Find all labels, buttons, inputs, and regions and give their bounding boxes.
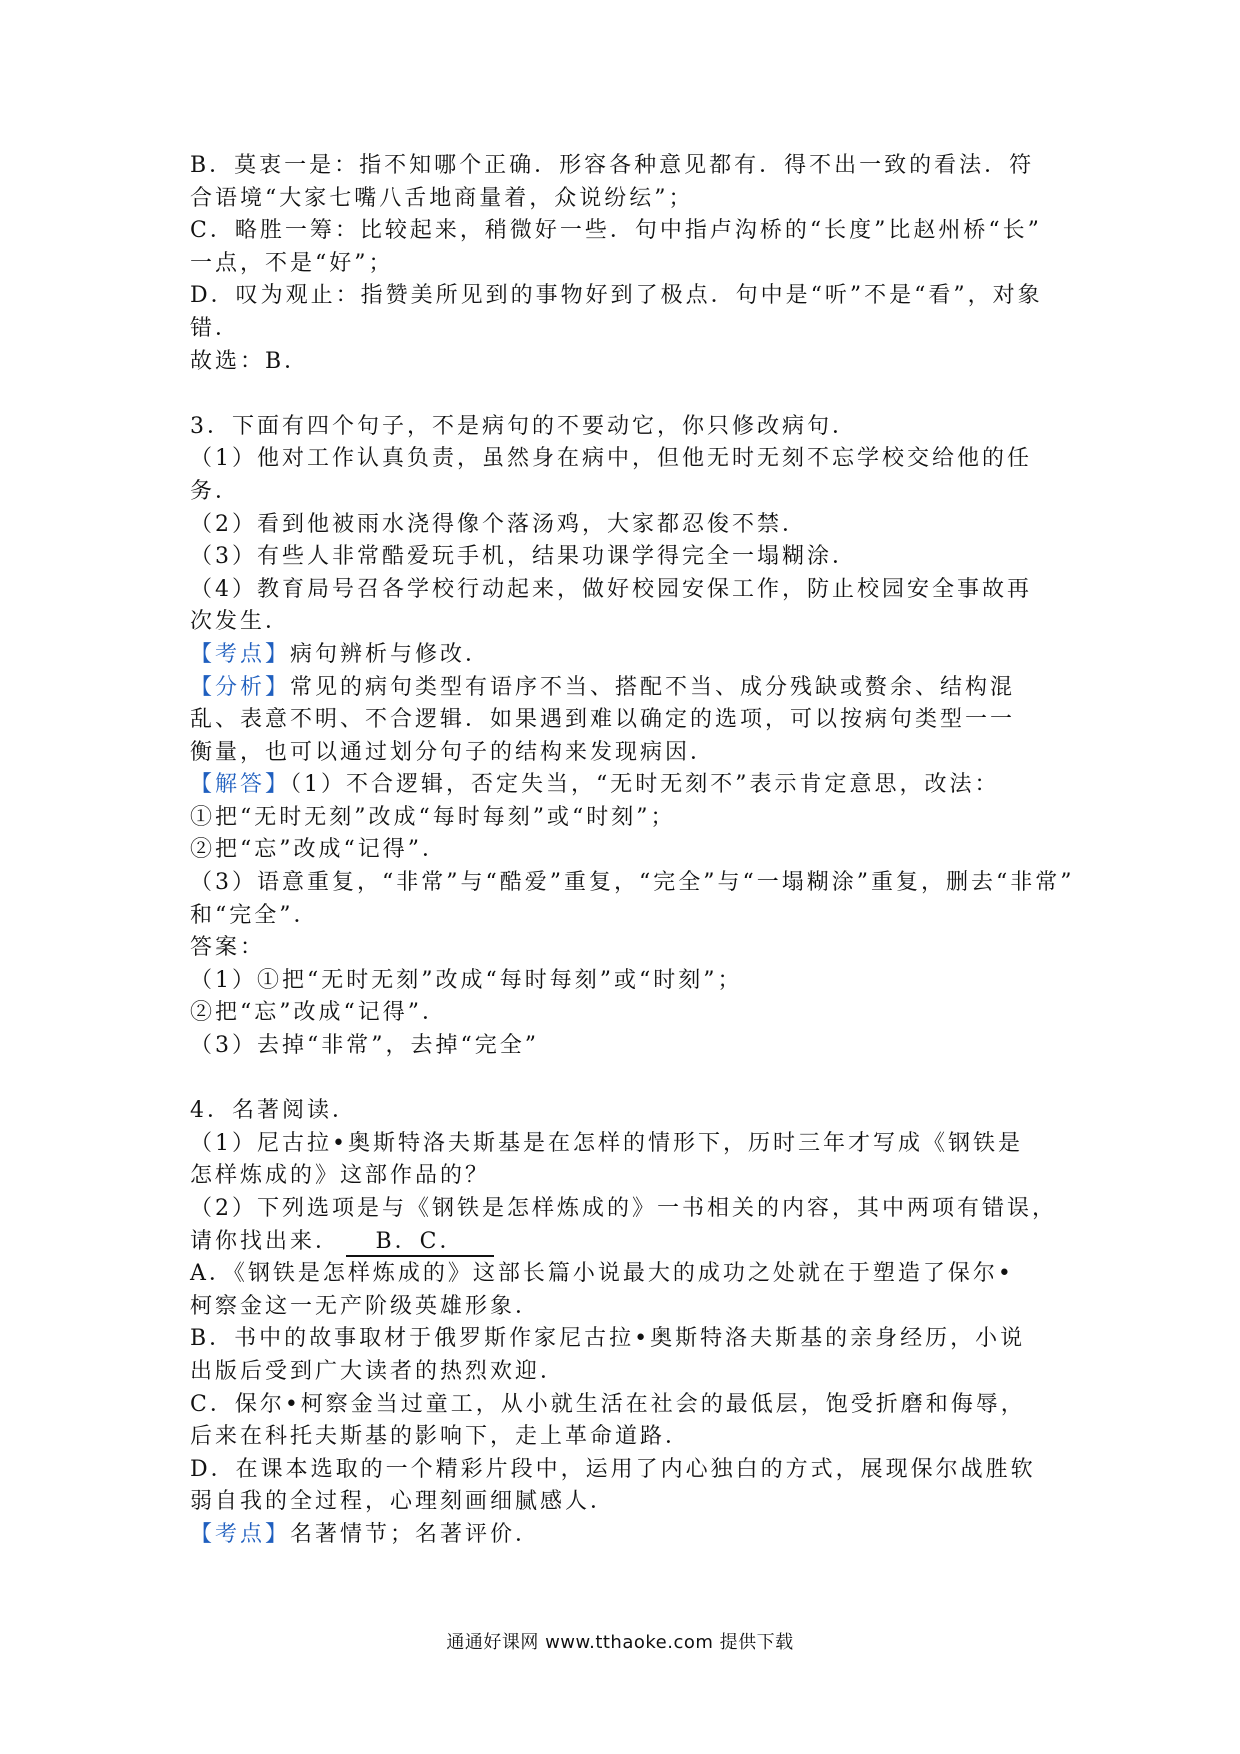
text-line: （3）去掉“非常”，去掉“完全” [190,1033,539,1059]
question-3-title: 3．下面有四个句子，不是病句的不要动它，你只修改病句． [190,413,857,439]
text-line: （4）教育局号召各学校行动起来，做好校园安保工作，防止校园安全事故再 [190,576,1032,602]
text-line: （3）语意重复，“非常”与“酷爱”重复，“完全”与“一塌糊涂”重复，删去“非常” [190,870,1075,896]
text-line: 错． [190,315,241,341]
analysis-tag: 【分析】 [190,674,291,700]
text-line: （1）尼古拉•奥斯特洛夫斯基是在怎样的情形下，历时三年才写成《钢铁是 [190,1130,1023,1156]
text-line: ①把“无时无刻”改成“每时每刻”或“时刻”； [190,804,676,830]
text-line: 后来在科托夫斯基的影响下，走上革命道路． [190,1424,691,1450]
page-footer: 通通好课网 www.tthaoke.com 提供下载 [446,1632,794,1653]
text-line: 答案： [190,935,266,961]
text-line: 出版后受到广大读者的热烈欢迎． [190,1358,566,1384]
option-d: D．在课本选取的一个精彩片段中，运用了内心独白的方式，展现保尔战胜软 [190,1456,1036,1482]
text-line: 怎样炼成的》这部作品的？ [190,1163,491,1189]
q4-prompt-line [190,1226,1060,1259]
text-line: 弱自我的全过程，心理刻画细腻感人． [190,1489,616,1515]
q3-point-line [190,639,1060,672]
text-line: 柯察金这一无产阶级英雄形象． [190,1293,541,1319]
point-text: 名著情节；名著评价． [290,1521,541,1547]
q4-point-line [190,1519,1060,1552]
text-line: （1）①把“无时无刻”改成“每时每刻”或“时刻”； [190,967,743,993]
spacer [190,378,1060,411]
answer-tag: 【解答】 [190,772,291,798]
text-line: 一点，不是“好”； [190,250,394,276]
option-c: C．保尔•柯察金当过童工，从小就生活在社会的最低层，饱受折磨和侮辱， [190,1391,1026,1417]
text-line: 故选：B． [190,348,310,374]
text-line: 乱、表意不明、不合逻辑．如果遇到难以确定的选项，可以按病句类型一一 [190,707,1016,733]
text-line: 合语境“大家七嘴八舌地商量着，众说纷纭”； [190,185,694,211]
text-line: 衡量，也可以通过划分句子的结构来发现病因． [190,739,716,765]
question-4-title: 4．名著阅读． [190,1098,357,1124]
text-line: ②把“忘”改成“记得”． [190,1000,447,1026]
option-b: B．书中的故事取材于俄罗斯作家尼古拉•奥斯特洛夫斯基的亲身经历，小说 [190,1326,1026,1352]
point-tag: 【考点】 [190,1521,291,1547]
text-line: 和“完全”． [190,902,319,928]
analysis-text: 常见的病句类型有语序不当、搭配不当、成分残缺或赘余、结构混 [290,674,1016,700]
spacer [190,1063,1060,1096]
text-line: B．莫衷一是：指不知哪个正确．形容各种意见都有．得不出一致的看法．符 [190,153,1035,178]
text-line: 次发生． [190,609,291,635]
point-text: 病句辨析与修改． [290,641,491,667]
answer-text: （1）不合逻辑，否定失当，“无时无刻不”表示肯定意思，改法： [290,772,1000,798]
text-line: 务． [190,478,241,504]
page-content [190,150,1075,1552]
text-line: C．略胜一筹：比较起来，稍微好一些．句中指卢沟桥的“长度”比赵州桥“长” [190,218,1042,244]
option-a: A．《钢铁是怎样炼成的》这部长篇小说最大的成功之处就在于塑造了保尔• [190,1261,1014,1287]
q3-analysis-line [190,672,1060,705]
point-tag: 【考点】 [190,641,291,667]
text-line: （2）下列选项是与《钢铁是怎样炼成的》一书相关的内容，其中两项有错误， [190,1196,1057,1221]
text-line: （2）看到他被雨水浇得像个落汤鸡，大家都忍俊不禁． [190,511,807,537]
text-line: D．叹为观止：指赞美所见到的事物好到了极点．句中是“听”不是“看”，对象 [190,283,1043,309]
text-line: （1）他对工作认真负责，虽然身在病中，但他无时无刻不忘学校交给他的任 [190,446,1032,472]
text-line: ②把“忘”改成“记得”． [190,837,447,863]
answer-blank: B．C． [346,1229,494,1257]
text-line: （3）有些人非常酷爱玩手机，结果功课学得完全一塌糊涂． [190,544,857,570]
q3-answer-line [190,769,1060,802]
prompt-text: 请你找出来． [190,1228,341,1254]
